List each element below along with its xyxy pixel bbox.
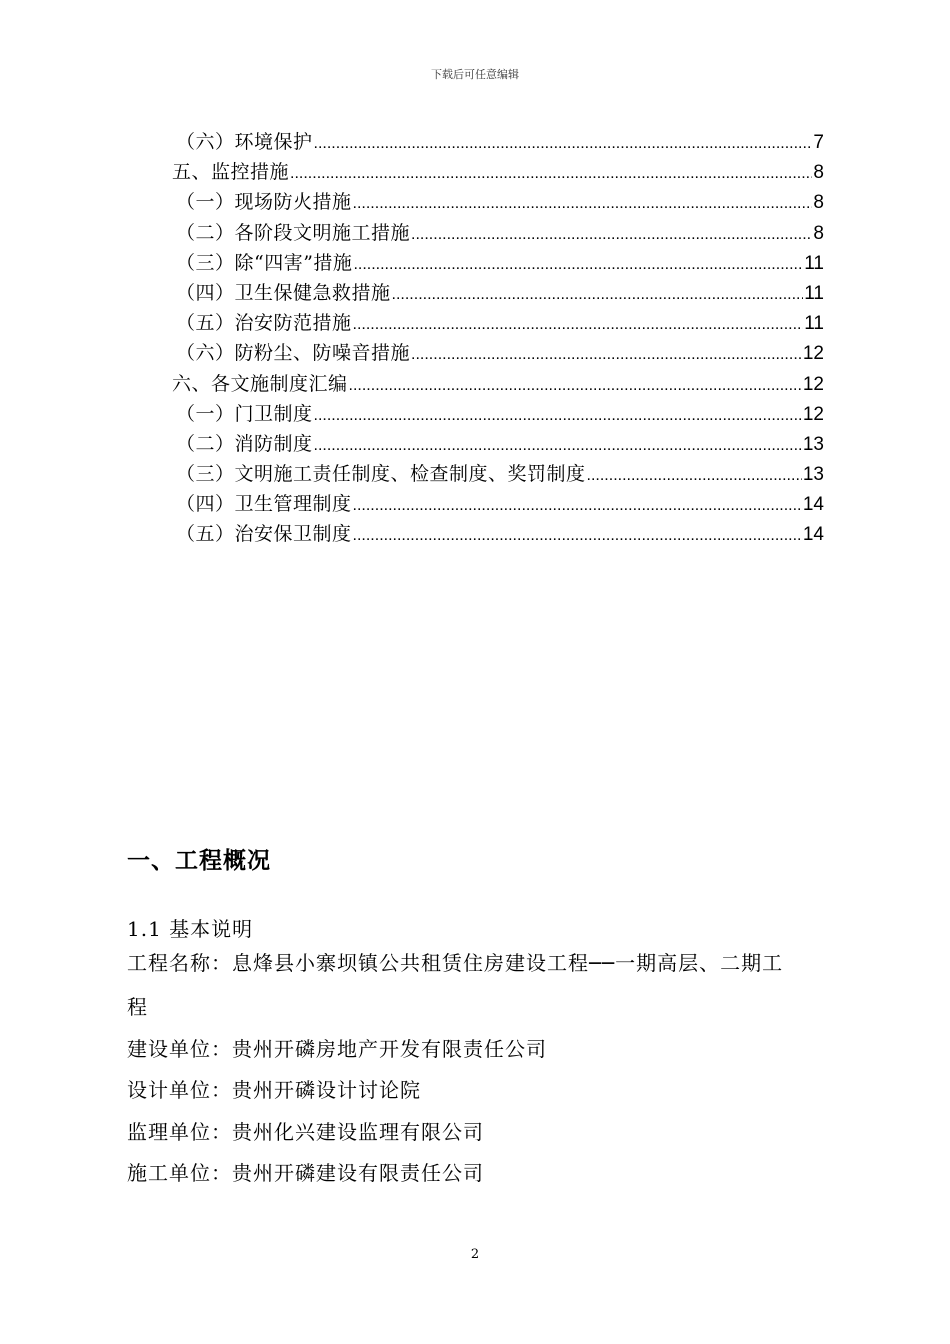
project-name-continuation: 程 xyxy=(127,995,148,1019)
designer-line: 设计单位：贵州开磷设计讨论院 xyxy=(127,1078,421,1102)
toc-entry[interactable] xyxy=(172,278,824,308)
toc-leader-dots xyxy=(353,189,813,219)
toc-entry-page: 11 xyxy=(804,282,824,304)
toc-entry-title: （六）防粉尘、防噪音措施 xyxy=(176,342,411,365)
toc-entry-title: （一）现场防火措施 xyxy=(176,191,352,214)
toc-entry[interactable] xyxy=(172,338,824,368)
toc-entry-page: 7 xyxy=(813,132,824,153)
toc-leader-dots xyxy=(349,371,802,401)
toc-entry-title: （二）消防制度 xyxy=(176,432,313,455)
toc-entry-title: 五、监控措施 xyxy=(172,161,290,184)
toc-entry-page: 12 xyxy=(802,373,824,395)
toc-entry-page: 14 xyxy=(802,494,824,516)
toc-leader-dots xyxy=(314,401,802,431)
toc-entry-title: （二）各阶段文明施工措施 xyxy=(176,221,411,244)
toc-entry-page: 8 xyxy=(813,162,824,184)
owner-line: 建设单位：贵州开磷房地产开发有限责任公司 xyxy=(127,1037,547,1061)
toc-entry-title: （三）除“四害”措施 xyxy=(176,251,353,274)
toc-leader-dots xyxy=(353,250,803,280)
toc-leader-dots xyxy=(314,129,813,159)
toc-entry-title: 六、各文施制度汇编 xyxy=(172,372,348,395)
toc-entry-title: （五）治安保卫制度 xyxy=(176,523,352,546)
table-of-contents xyxy=(172,127,824,550)
toc-entry[interactable] xyxy=(172,187,824,217)
toc-leader-dots xyxy=(290,159,812,189)
toc-entry[interactable] xyxy=(172,399,824,429)
section-heading: 一、工程概况 xyxy=(127,848,271,874)
contractor-line: 施工单位：贵州开磷建设有限责任公司 xyxy=(127,1161,484,1185)
toc-entry-page: 12 xyxy=(802,343,824,365)
toc-entry-title: （六）环境保护 xyxy=(176,131,313,153)
toc-entry-page: 14 xyxy=(802,524,824,546)
toc-entry[interactable] xyxy=(172,248,824,278)
toc-leader-dots xyxy=(314,431,802,461)
toc-entry-page: 8 xyxy=(813,192,824,214)
toc-entry[interactable] xyxy=(172,127,824,157)
subsection-heading: 1.1 基本说明 xyxy=(127,917,254,941)
toc-leader-dots xyxy=(392,280,804,310)
toc-entry[interactable] xyxy=(172,369,824,399)
toc-entry[interactable] xyxy=(172,459,824,489)
supervisor-line: 监理单位：贵州化兴建设监理有限公司 xyxy=(127,1120,484,1144)
toc-entry-title: （四）卫生保健急救措施 xyxy=(176,281,391,304)
toc-entry-title: （四）卫生管理制度 xyxy=(176,493,352,516)
toc-entry-page: 11 xyxy=(804,252,824,274)
toc-entry-title: （一）门卫制度 xyxy=(176,402,313,425)
toc-leader-dots xyxy=(411,220,812,250)
toc-leader-dots xyxy=(353,521,802,551)
toc-leader-dots xyxy=(411,340,802,370)
toc-leader-dots xyxy=(587,461,802,491)
toc-entry[interactable] xyxy=(172,489,824,519)
toc-entry-page: 13 xyxy=(802,464,824,486)
toc-entry[interactable] xyxy=(172,218,824,248)
toc-entry[interactable] xyxy=(172,308,824,338)
toc-entry-page: 13 xyxy=(802,433,824,455)
toc-entry[interactable] xyxy=(172,519,824,549)
toc-entry-page: 11 xyxy=(804,313,824,335)
toc-entry-page: 8 xyxy=(813,222,824,244)
toc-leader-dots xyxy=(353,491,802,521)
page-number: 2 xyxy=(470,1247,480,1262)
project-name-line: 工程名称：息烽县小寨坝镇公共租赁住房建设工程──一期高层、二期工 xyxy=(127,951,784,975)
toc-entry-title: （三）文明施工责任制度、检查制度、奖罚制度 xyxy=(176,463,586,486)
toc-leader-dots xyxy=(353,310,804,340)
toc-entry[interactable] xyxy=(172,157,824,187)
toc-entry-title: （五）治安防范措施 xyxy=(176,312,352,335)
toc-entry[interactable] xyxy=(172,429,824,459)
header-note: 下载后可任意编辑 xyxy=(431,68,519,81)
toc-entry-page: 12 xyxy=(802,403,824,425)
